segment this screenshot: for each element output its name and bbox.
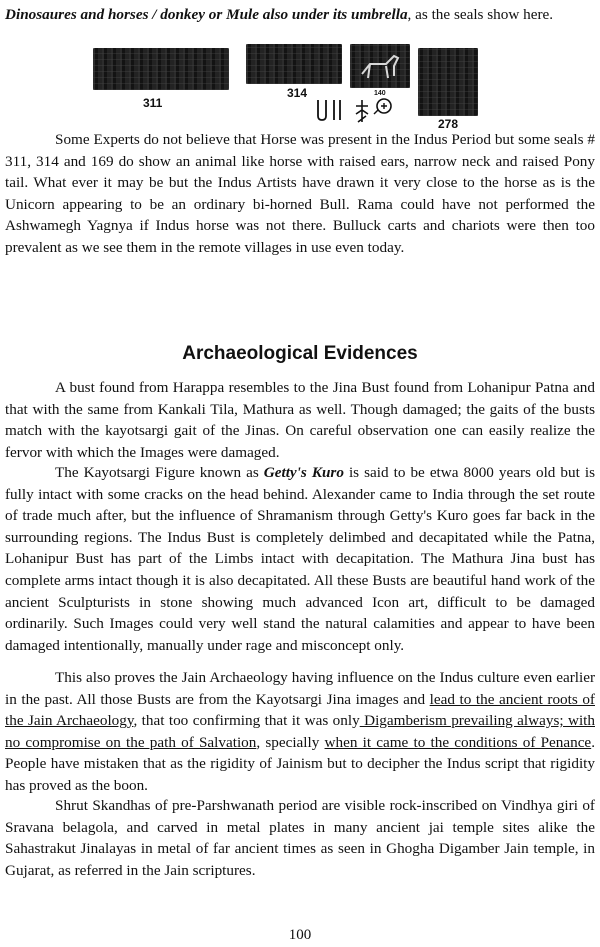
underline-ancient-roots: lead to the ancient roots of the Jain Archaeology (5, 690, 595, 730)
indus-script-signs-icon (312, 96, 422, 124)
horse-paragraph: Some Experts do not believe that Horse was present in the Indus Period but some seals # 311, 314 and 169 do show an animal like horse with raised ears, narrow neck and raised Pony tail. What ever it may be but the Indus Artists have drawn it very close to the horse as is the Unicorn appearing to be an ordinary bi-horned Bull. Rama could have not performed the Ashwamegh Yagnya if Indus horse was not there. Bulluck carts and chariots were then too prevalent as we see them in the remote villages in use even today. (5, 131, 595, 256)
page-number: 100 (288, 927, 312, 943)
seal-278-image (418, 48, 478, 116)
underline-digamberism: Digamberism prevailing always; with no compromise on the path of Salvation (5, 712, 595, 751)
seal-314-label: 314 (287, 86, 308, 100)
para4-text-d: . People have mistaken that as the rigidity of Jainism but to decipher the Indus script that rigidity has proved as the boon. (5, 733, 595, 794)
para4-text-c: , specially (256, 733, 325, 751)
horse-figure-icon (350, 44, 410, 88)
jain-archaeology-paragraph (5, 667, 595, 797)
para3-text-b: is said to be etwa 8000 years old but is fully intact with some cracks on the head behind. Alexander came to India through the set route of trade much after, but the influence of Shramanism through Getty's Kuro goes far back in the surrounding regions. The Indus Bust is completely delimbed and decapitated while the Patna, Lohanipur Bust has part of the Limbs intact with decapitation. The Mathura Jina bust has complete arms intact though it is also decapitated. All these Busts are beautiful hand work of the ancient Sculpturists in stone showing much advanced Icon art, difficult to be damaged ordinarily. Such Images could very well stand the natural calamities and appear to have been damaged intentionally, manually under rage and misconcept only. (5, 464, 595, 654)
intro-paragraph (5, 4, 595, 26)
para3-text-a: The Kayotsargi Figure known as (55, 464, 264, 481)
seal-animal-image (350, 44, 410, 88)
seal-311-image (93, 48, 229, 90)
seal-311-label: 311 (143, 96, 163, 110)
bust-paragraph: A bust found from Harappa resembles to the Jina Bust found from Lohanipur Patna and that with the same from Kankali Tila, Mathura as well. Though damaged; the gaits of the busts match with the kayotsargi gait of the Jinas. On careful observation one can easily realize the fervor with which the Images were damaged. (5, 379, 595, 461)
seal-small-mark: 140 (374, 90, 386, 97)
para4-text-b: , that too confirming that it was only (133, 712, 360, 730)
section-heading: Archaeological Evidences (182, 343, 418, 364)
shrut-skandhas-paragraph: Shrut Skandhas of pre-Parshwanath period are visible rock-inscribed on Vindhya giri of Sravana belagola, and carved in metal plates in many ancient jai temple sites alike the Sahastrakut Jinalayas in metal of far ancient times as seen in Ghogha Digamber Jain temple, in Gujarat, as referred in the Jain scriptures. (5, 797, 595, 879)
seal-314-image (246, 44, 342, 84)
intro-italic-phrase: Dinosaures and horses / donkey or Mule also under its umbrella (5, 6, 408, 23)
underline-penance: when it came to the conditions of Penance (324, 733, 592, 751)
kayotsargi-paragraph (5, 462, 595, 656)
gettys-kuro-emphasis: Getty's Kuro (263, 464, 344, 481)
para4-text-a: This also proves the Jain Archaeology having influence on the Indus culture even earlier in the past. All those Busts are from the Kayotsargi Jina images and (5, 669, 595, 708)
intro-rest: , as the seals show here. (407, 6, 554, 23)
seal-278-label: 278 (438, 117, 459, 131)
